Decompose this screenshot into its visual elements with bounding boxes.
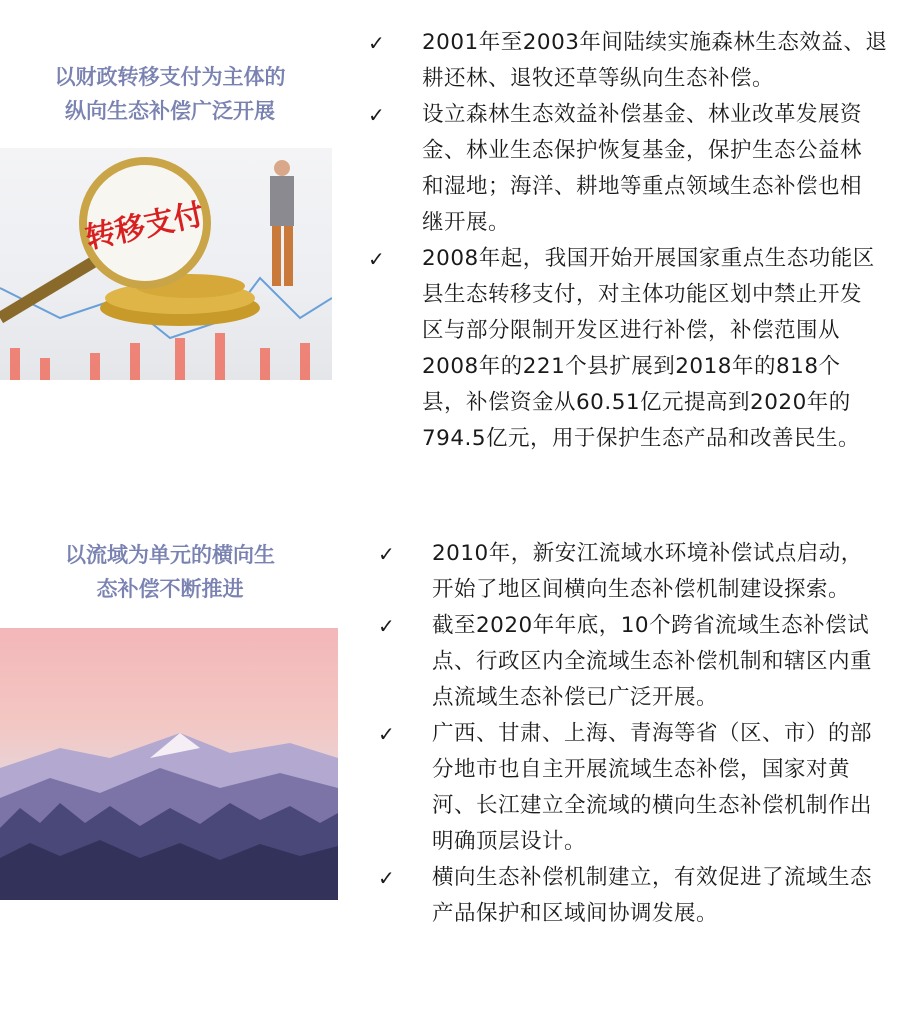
item-text: 设立森林生态效益补偿基金、林业改革发展资金、林业生态保护恢复基金，保护生态公益林和湿地；海洋、耕地等重点领域生态补偿也相继开展。 <box>422 102 863 235</box>
list-item <box>378 536 872 608</box>
check-icon: ✓ <box>378 722 396 746</box>
list-item <box>378 716 882 860</box>
heading-line: 以财政转移支付为主体的 <box>54 65 286 89</box>
list-item <box>368 25 902 97</box>
check-icon: ✓ <box>368 103 386 127</box>
heading-line: 态补偿不断推进 <box>96 577 244 601</box>
item-text: 截至2020年年底，10个跨省流域生态补偿试点、行政区内全流域生态补偿机制和辖区内重点流域生态补偿已广泛开展。 <box>432 613 873 710</box>
list-item <box>378 608 873 716</box>
section1-heading <box>20 60 320 128</box>
item-text: 2010年，新安江流域水环境补偿试点启动，开始了地区间横向生态补偿机制建设探索。 <box>432 541 863 602</box>
section2-list <box>378 536 873 932</box>
list-item <box>368 241 877 457</box>
check-icon: ✓ <box>368 247 386 271</box>
section1-list <box>368 25 902 457</box>
heading-line: 纵向生态补偿广泛开展 <box>65 99 275 123</box>
item-text: 横向生态补偿机制建立，有效促进了流域生态产品保护和区域间协调发展。 <box>432 865 873 926</box>
transfer-payment-image <box>0 148 332 380</box>
check-icon: ✓ <box>378 614 396 638</box>
image-lettering: 转移支付 <box>82 196 208 257</box>
check-icon: ✓ <box>378 866 396 890</box>
list-item <box>368 97 877 241</box>
mountain-landscape-image <box>0 628 338 900</box>
heading-line: 以流域为单元的横向生 <box>65 543 275 567</box>
check-icon: ✓ <box>378 542 396 566</box>
list-item <box>378 860 873 932</box>
item-text: 广西、甘肃、上海、青海等省（区、市）的部分地市也自主开展流域生态补偿，国家对黄河、长江建立全流域的横向生态补偿机制作出明确顶层设计。 <box>432 721 873 854</box>
section2-heading <box>20 538 320 606</box>
check-icon: ✓ <box>368 31 386 55</box>
item-text: 2008年起，我国开始开展国家重点生态功能区县生态转移支付，对主体功能区划中禁止开发区与部分限制开发区进行补偿，补偿范围从2008年的221个县扩展到2018年的818个县，补偿资金从60.51亿元提高到2020年的794.5亿元，用于保护生态产品和改善民生。 <box>422 246 875 451</box>
item-text: 2001年至2003年间陆续实施森林生态效益、退耕还林、退牧还草等纵向生态补偿。 <box>422 30 888 91</box>
